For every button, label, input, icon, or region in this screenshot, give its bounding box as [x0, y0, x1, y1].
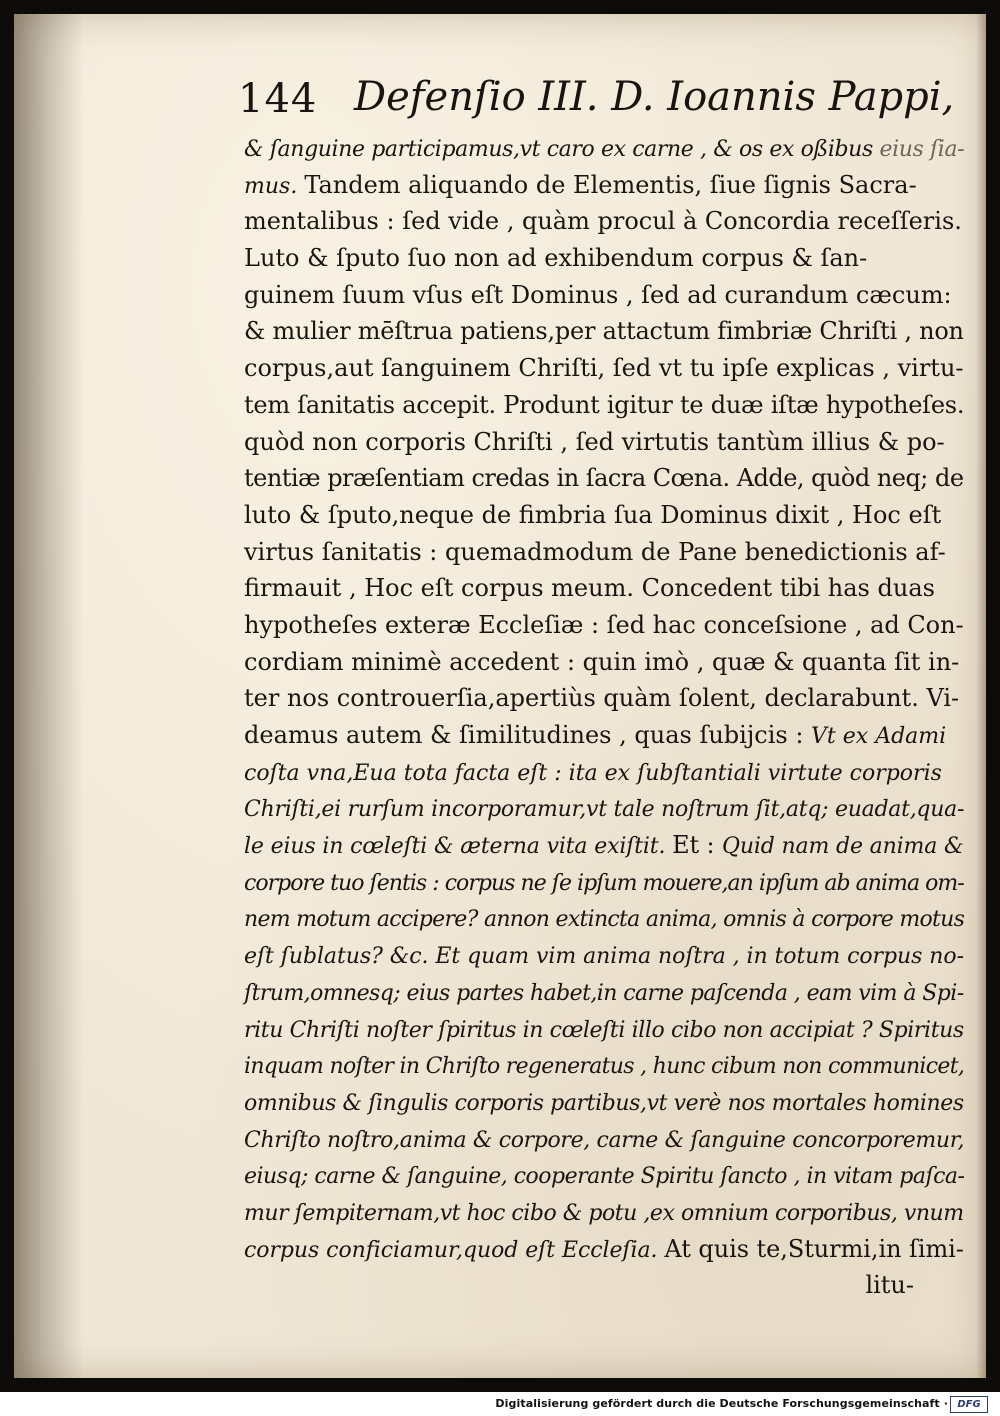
page-header: [222, 70, 955, 130]
text-run: le eius in cœleſti & æterna vita exiſtit.: [244, 834, 673, 860]
running-title: Defenſio III. D. Ioannis Pappi,: [354, 74, 955, 120]
text-run: mus.: [244, 173, 305, 199]
text-run: Tandem aliquando de Elementis, ſiue ſignis Sacra-: [304, 170, 917, 199]
text-line: [244, 644, 964, 681]
footer-bar: [0, 1392, 1000, 1416]
text-line: [244, 1084, 963, 1121]
text-line: [244, 827, 964, 864]
text-run: cordiam minimè accedent : quin imò , quæ & quanta ſit in-: [244, 647, 960, 676]
text-line: [244, 203, 964, 240]
text-run: virtus ſanitatis : quemadmodum de Pane benedictionis af-: [244, 537, 946, 566]
dfg-logo-icon: DFG: [950, 1396, 988, 1413]
text-line: [244, 790, 964, 827]
text-run: eſt ſublatus? &c. Et quam vim anima noſtra , in totum corpus no-: [244, 944, 964, 970]
text-line: [244, 717, 964, 754]
text-line: [244, 130, 964, 167]
text-line: [244, 900, 964, 937]
text-line: [244, 460, 964, 497]
text-run: quòd non corporis Chriſti , ſed virtutis tantùm illius & po-: [244, 427, 945, 456]
binding-shadow: [14, 14, 84, 1378]
text-line: [244, 864, 964, 901]
text-run: Vt ex Adami: [811, 724, 947, 749]
text-run: inquam noſter in Chriſto regeneratus , hunc cibum non communicet,: [244, 1054, 965, 1080]
text-line: [244, 937, 964, 974]
text-run: Luto & ſputo ſuo non ad exhibendum corpus & ſan-: [244, 244, 868, 273]
funding-credit: Digitalisierung gefördert durch die Deutsche Forschungsgemeinschaft ·: [495, 1397, 948, 1410]
text-run: ſtrum,omnesq; eius partes habet,in carne paſcenda , eam vim à Spi-: [244, 980, 964, 1006]
text-line: [244, 424, 964, 461]
text-run: Quid nam de anima &: [721, 834, 964, 860]
text-line: [244, 240, 964, 277]
text-run: & mulier mēſtrua patiens,per attactum fimbriæ Chriſti , non: [244, 317, 964, 346]
text-line: [244, 680, 964, 717]
text-run: eius ſia-: [879, 137, 965, 162]
text-line: [244, 607, 964, 644]
text-line: [244, 754, 964, 791]
text-line: [244, 497, 964, 534]
text-line: [244, 974, 964, 1011]
text-run: mur ſempiternam,vt hoc cibo & potu ,ex omnium corporibus, vnum: [244, 1200, 964, 1226]
page-edge-shadow: [976, 14, 986, 1378]
text-line: [244, 1231, 963, 1268]
text-run: luto & ſputo,neque de fimbria ſua Dominus dixit , Hoc eſt: [244, 500, 942, 529]
text-line: [244, 277, 964, 314]
text-run: guinem ſuum vſus eſt Dominus , ſed ad curandum cæcum:: [244, 280, 952, 309]
text-line: [244, 1047, 963, 1084]
text-run: mentalibus : ſed vide , quàm procul à Concordia receſſeris.: [244, 207, 962, 236]
text-line: [244, 313, 963, 350]
text-block: [244, 130, 964, 1304]
text-line: [244, 167, 964, 204]
text-run: corpus,aut ſanguinem Chriſti, ſed vt tu ipſe explicas , virtu-: [244, 354, 964, 383]
text-run: coſta vna,Eua tota facta eſt : ita ex ſubſtantiali virtute corporis: [244, 760, 942, 786]
text-line: [244, 1157, 964, 1194]
text-run: tentiæ præſentiam credas in ſacra Cœna. Adde, quòd neq; de: [244, 464, 964, 493]
text-run: Et :: [672, 831, 722, 860]
page-number: 144: [238, 76, 318, 122]
text-run: firmauit , Hoc eſt corpus meum. Concedent tibi has duas: [244, 574, 935, 603]
text-line: [244, 1011, 964, 1048]
catchword: litu-: [865, 1271, 914, 1300]
text-run: corpore tuo ſentis : corpus ne ſe ipſum mouere,an ipſum ab anima om-: [244, 870, 964, 896]
text-run: omnibus & ſingulis corporis partibus,vt verè nos mortales homines: [244, 1090, 964, 1116]
text-run: hypotheſes exteræ Eccleſiæ : ſed hac conceſsione , ad Con-: [244, 610, 964, 639]
text-line: [244, 1194, 964, 1231]
text-line: [244, 570, 964, 607]
text-run: eiusq; carne & ſanguine, cooperante Spiritu ſancto , in vitam paſca-: [244, 1164, 965, 1190]
text-run: deamus autem & ſimilitudines , quas ſubijcis :: [244, 721, 812, 749]
text-run: & ſanguine participamus,vt caro ex carne , & os ex oßibus: [244, 137, 880, 162]
text-run: Chriſto noſtro,anima & corpore, carne & ſanguine concorporemur,: [244, 1127, 965, 1153]
text-run: ritu Chriſti noſter ſpiritus in cœleſti illo cibo non accipiat ? Spiritus: [244, 1017, 964, 1043]
text-run: Chriſti,ei rurſum incorporamur,vt tale noſtrum ſit,atq; euadat,qua-: [244, 797, 965, 823]
text-run: ter nos controuerſia,apertiùs quàm ſolent, declarabunt. Vi-: [244, 684, 960, 713]
text-run: nem motum accipere? annon extincta anima, omnis à corpore motus: [244, 907, 965, 933]
text-run: tem ſanitatis accepit. Produnt igitur te duæ iſtæ hypotheſes.: [244, 390, 965, 419]
text-run: corpus conficiamur,quod eſt Eccleſia.: [244, 1237, 665, 1263]
text-line: [244, 1121, 964, 1158]
text-line: [244, 534, 964, 571]
text-line: [244, 387, 964, 424]
text-run: At quis te,Sturmi,in ſimi-: [664, 1234, 964, 1263]
text-line: [244, 350, 964, 387]
